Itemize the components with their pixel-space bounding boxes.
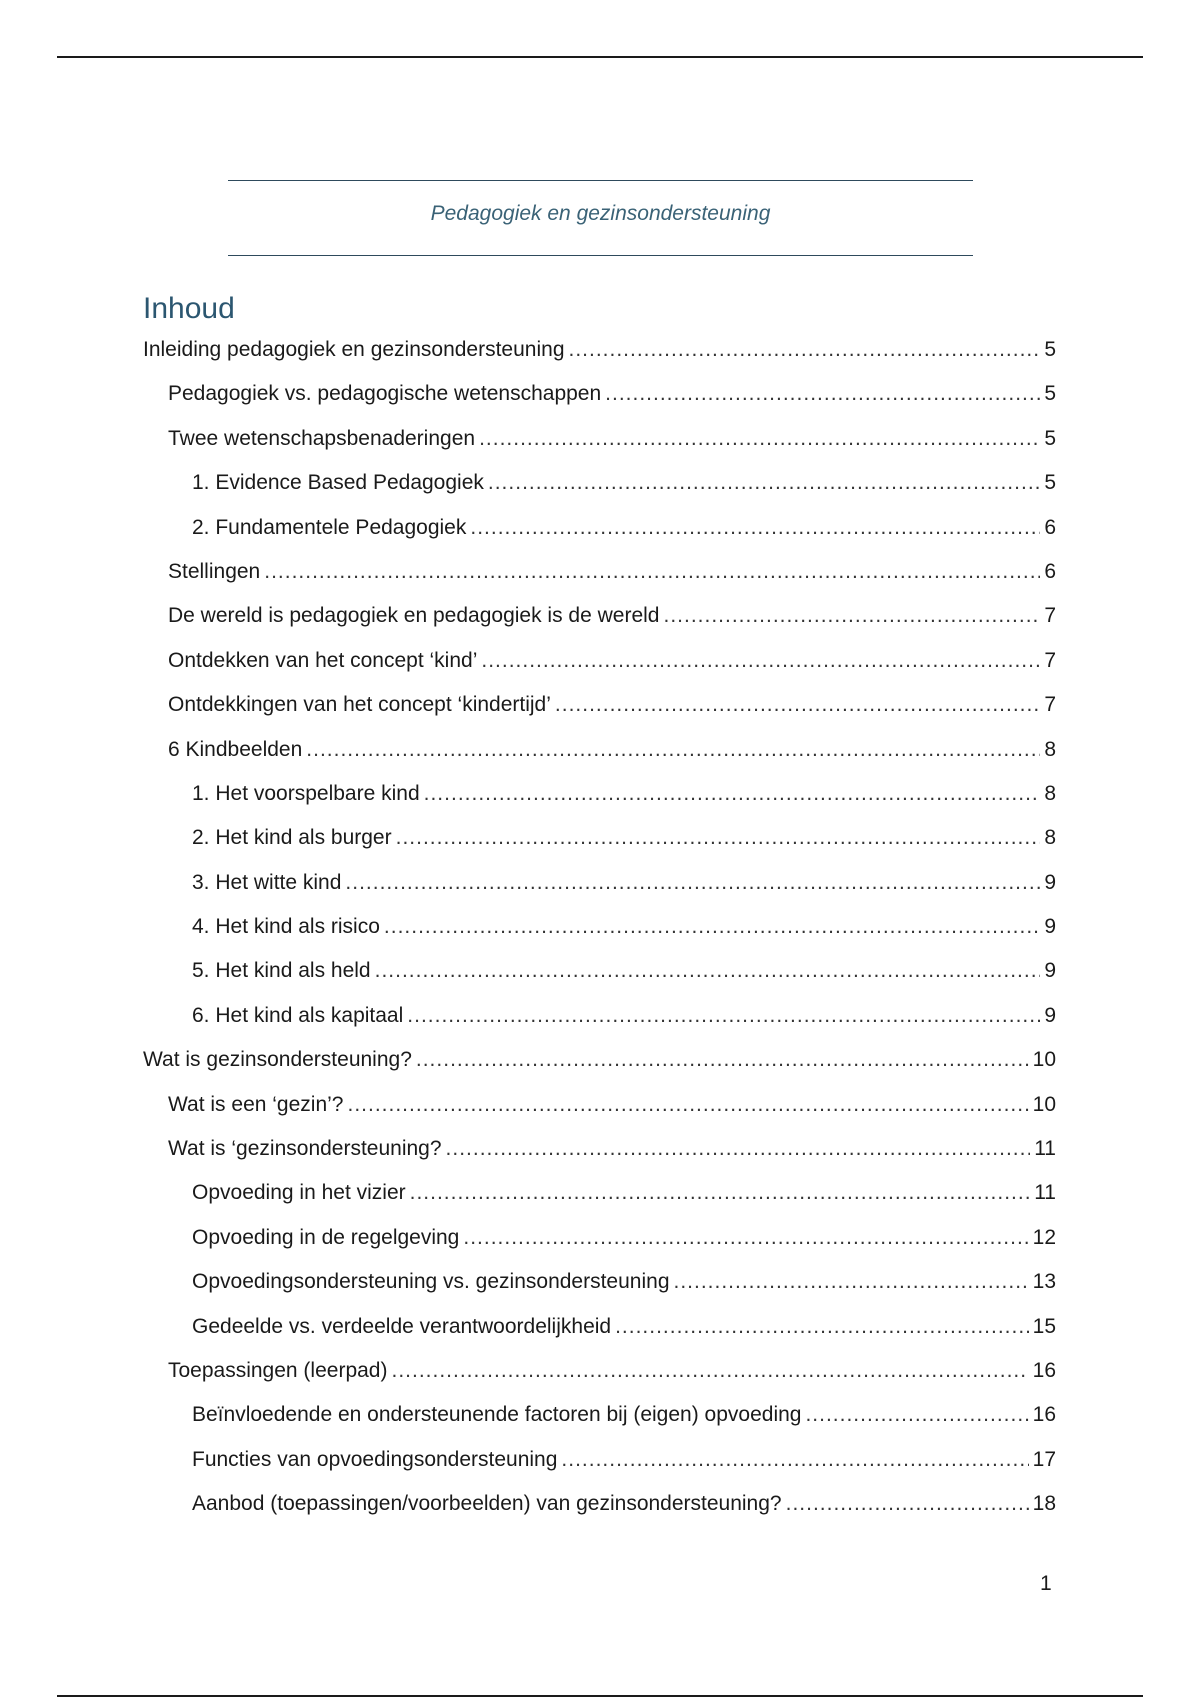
toc-entry[interactable] xyxy=(143,776,1056,820)
toc-dot-leader xyxy=(470,510,1040,546)
toc-entry-label: Ontdekkingen van het concept ‘kindertijd’ xyxy=(168,693,551,717)
toc-dot-leader xyxy=(555,687,1040,723)
toc-entry-page: 6 xyxy=(1044,559,1056,583)
toc-entry-label: Beïnvloedende en ondersteunende factoren bij (eigen) opvoeding xyxy=(192,1403,802,1427)
toc-entry[interactable] xyxy=(143,332,1056,376)
toc-dot-leader xyxy=(384,909,1040,945)
toc-entry-page: 9 xyxy=(1044,959,1056,983)
toc-entry-page: 11 xyxy=(1034,1181,1056,1205)
toc-entry-label: 3. Het witte kind xyxy=(192,870,342,894)
toc-entry-label: 2. Fundamentele Pedagogiek xyxy=(192,515,467,539)
toc-entry[interactable] xyxy=(143,1309,1056,1353)
toc-entry-label: 1. Het voorspelbare kind xyxy=(192,781,420,805)
toc-dot-leader xyxy=(264,554,1040,590)
toc-entry[interactable] xyxy=(143,1220,1056,1264)
toc-entry[interactable] xyxy=(143,865,1056,909)
toc-entry[interactable] xyxy=(143,820,1056,864)
toc-entry-label: Wat is gezinsondersteuning? xyxy=(143,1048,412,1072)
toc-entry-page: 10 xyxy=(1032,1092,1056,1116)
toc-entry[interactable] xyxy=(143,1353,1056,1397)
toc-entry[interactable] xyxy=(143,598,1056,642)
toc-dot-leader xyxy=(345,865,1040,901)
toc-dot-leader xyxy=(786,1486,1029,1522)
toc-entry[interactable] xyxy=(143,953,1056,997)
toc-entry-label: Twee wetenschapsbenaderingen xyxy=(168,426,476,450)
toc-entry-label: Inleiding pedagogiek en gezinsondersteuning xyxy=(143,338,565,361)
toc-entry-page: 8 xyxy=(1044,826,1056,850)
toc-entry[interactable] xyxy=(143,909,1056,953)
toc-entry[interactable] xyxy=(143,732,1056,776)
toc-dot-leader xyxy=(481,643,1040,679)
toc-entry-label: De wereld is pedagogiek en pedagogiek is de wereld xyxy=(168,604,660,628)
toc-dot-leader xyxy=(306,732,1040,768)
toc-entry[interactable] xyxy=(143,643,1056,687)
toc-entry[interactable] xyxy=(143,465,1056,509)
toc-entry-page: 7 xyxy=(1044,648,1056,672)
toc-entry[interactable] xyxy=(143,554,1056,598)
toc-entry-page: 11 xyxy=(1034,1137,1056,1161)
toc-entry-page: 7 xyxy=(1044,693,1056,717)
toc-entry-page: 9 xyxy=(1044,915,1056,939)
toc-entry-label: 6 Kindbeelden xyxy=(168,737,303,761)
page-border-bottom xyxy=(57,1695,1143,1697)
toc-dot-leader xyxy=(674,1264,1029,1300)
toc-entry[interactable] xyxy=(143,1087,1056,1131)
toc-entry-label: Pedagogiek vs. pedagogische wetenschappen xyxy=(168,382,602,406)
page-border-top xyxy=(57,56,1143,58)
toc-dot-leader xyxy=(424,776,1040,812)
toc-dot-leader xyxy=(488,465,1040,501)
toc-entry-page: 9 xyxy=(1044,870,1056,894)
toc-entry[interactable] xyxy=(143,1442,1056,1486)
toc-entry-page: 6 xyxy=(1044,515,1056,539)
toc-entry-label: Opvoeding in de regelgeving xyxy=(192,1225,460,1249)
toc-entry-label: 2. Het kind als burger xyxy=(192,826,392,850)
toc-entry-label: Ontdekken van het concept ‘kind’ xyxy=(168,648,478,672)
toc-entry-page: 5 xyxy=(1044,426,1056,450)
document-title: Pedagogiek en gezinsondersteuning xyxy=(430,202,771,225)
toc-dot-leader xyxy=(463,1220,1028,1256)
toc-entry-label: Gedeelde vs. verdeelde verantwoordelijkheid xyxy=(192,1314,612,1338)
toc-dot-leader xyxy=(561,1442,1028,1478)
toc-entry-label: 5. Het kind als held xyxy=(192,959,371,983)
toc-dot-leader xyxy=(391,1353,1028,1389)
toc-entry[interactable] xyxy=(143,998,1056,1042)
toc-entry-page: 9 xyxy=(1044,1003,1056,1027)
toc-dot-leader xyxy=(347,1087,1028,1123)
toc-entry[interactable] xyxy=(143,1131,1056,1175)
toc-entry-label: Wat is een ‘gezin’? xyxy=(168,1092,344,1116)
toc-dot-leader xyxy=(396,820,1040,856)
header-rule-bottom xyxy=(228,255,973,256)
toc-dot-leader xyxy=(569,332,1041,368)
toc-entry[interactable] xyxy=(143,1175,1056,1219)
toc-dot-leader xyxy=(375,953,1040,989)
page-number: 1 xyxy=(1040,1572,1052,1595)
toc-entry[interactable] xyxy=(143,421,1056,465)
toc-entry-label: Toepassingen (leerpad) xyxy=(168,1358,388,1382)
toc-entry-page: 5 xyxy=(1044,382,1056,406)
toc-entry-label: Functies van opvoedingsondersteuning xyxy=(192,1447,558,1471)
toc-entry-page: 7 xyxy=(1044,604,1056,628)
toc-entry-label: Stellingen xyxy=(168,559,261,583)
header-rule-top xyxy=(228,180,973,181)
toc-entry-label: 1. Evidence Based Pedagogiek xyxy=(192,471,484,495)
table-of-contents xyxy=(143,332,1056,1531)
toc-entry-page: 10 xyxy=(1032,1048,1056,1072)
toc-entry-page: 17 xyxy=(1032,1447,1056,1471)
toc-dot-leader xyxy=(664,598,1041,634)
toc-dot-leader xyxy=(605,376,1040,412)
toc-entry-page: 16 xyxy=(1032,1358,1056,1382)
toc-entry[interactable] xyxy=(143,510,1056,554)
toc-entry-page: 13 xyxy=(1032,1270,1056,1294)
toc-dot-leader xyxy=(407,998,1040,1034)
toc-entry-page: 8 xyxy=(1044,781,1056,805)
toc-entry-page: 5 xyxy=(1044,338,1056,361)
toc-entry-label: Wat is ‘gezinsondersteuning? xyxy=(168,1137,442,1161)
toc-entry-label: Aanbod (toepassingen/voorbeelden) van gezinsondersteuning? xyxy=(192,1492,782,1516)
toc-entry-page: 12 xyxy=(1032,1225,1056,1249)
toc-dot-leader xyxy=(416,1042,1029,1078)
toc-entry-page: 18 xyxy=(1032,1492,1056,1516)
toc-entry-page: 16 xyxy=(1032,1403,1056,1427)
toc-entry-page: 5 xyxy=(1044,471,1056,495)
toc-heading: Inhoud xyxy=(143,292,235,325)
toc-entry[interactable] xyxy=(143,687,1056,731)
toc-dot-leader xyxy=(446,1131,1031,1167)
toc-entry-page: 8 xyxy=(1044,737,1056,761)
toc-dot-leader xyxy=(410,1175,1031,1211)
toc-entry-page: 15 xyxy=(1032,1314,1056,1338)
toc-entry-label: 6. Het kind als kapitaal xyxy=(192,1003,404,1027)
toc-dot-leader xyxy=(615,1309,1029,1345)
toc-entry[interactable] xyxy=(143,1397,1056,1441)
toc-entry[interactable] xyxy=(143,1042,1056,1086)
toc-entry-label: Opvoedingsondersteuning vs. gezinsondersteuning xyxy=(192,1270,670,1294)
toc-dot-leader xyxy=(805,1397,1028,1433)
toc-entry[interactable] xyxy=(143,376,1056,420)
toc-entry[interactable] xyxy=(143,1264,1056,1308)
toc-entry-label: Opvoeding in het vizier xyxy=(192,1181,406,1205)
toc-dot-leader xyxy=(479,421,1040,457)
toc-entry-label: 4. Het kind als risico xyxy=(192,915,380,939)
toc-entry[interactable] xyxy=(143,1486,1056,1530)
